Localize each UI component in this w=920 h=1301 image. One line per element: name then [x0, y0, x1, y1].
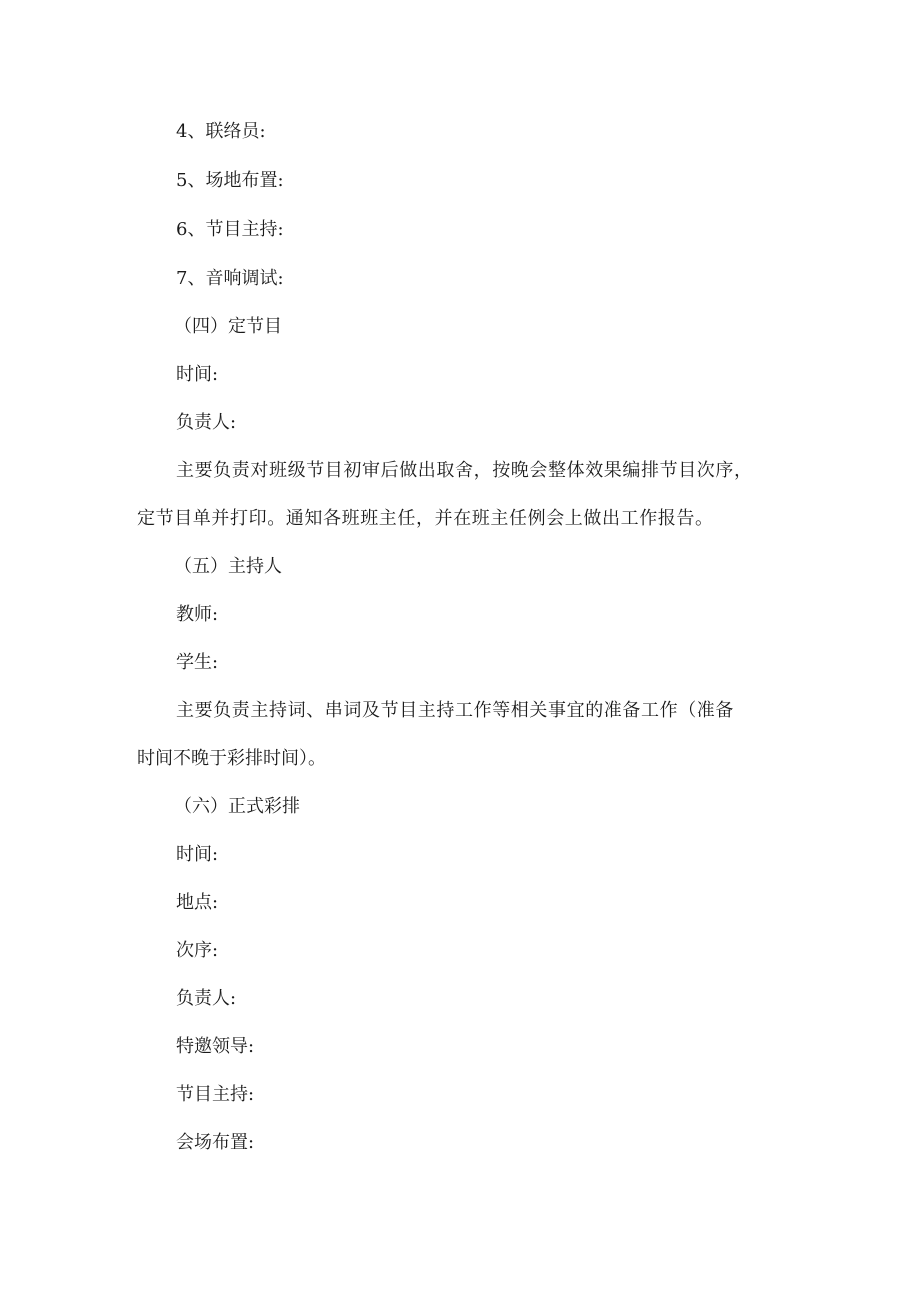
- field-person-in-charge: 负责人:: [176, 412, 237, 433]
- field-location: 地点:: [176, 892, 219, 913]
- field-order: 次序:: [176, 940, 219, 961]
- section-heading-4: （四）定节目: [174, 316, 282, 337]
- section-heading-5: （五）主持人: [174, 556, 282, 577]
- item-liaison: 4、联络员:: [176, 121, 266, 142]
- field-time: 时间:: [176, 844, 219, 865]
- field-time: 时间:: [176, 364, 219, 385]
- paragraph-1-line-2: 定节目单并打印。通知各班班主任，并在班主任例会上做出工作报告。: [137, 508, 714, 529]
- item-venue-setup: 5、场地布置:: [176, 170, 284, 191]
- paragraph-1-line-1: 主要负责对班级节目初审后做出取舍，按晚会整体效果编排节目次序，: [176, 460, 753, 481]
- field-student: 学生:: [176, 652, 219, 673]
- paragraph-2-line-2: 时间不晚于彩排时间）。: [137, 748, 326, 769]
- item-sound-check: 7、音响调试:: [176, 268, 284, 289]
- item-program-host: 6、节目主持:: [176, 219, 284, 240]
- field-invited-leaders: 特邀领导:: [176, 1036, 255, 1057]
- field-person-in-charge: 负责人:: [176, 988, 237, 1009]
- paragraph-2-line-1: 主要负责主持词、串词及节目主持工作等相关事宜的准备工作（准备: [176, 700, 734, 721]
- field-program-host: 节目主持:: [176, 1084, 255, 1105]
- field-venue-setup: 会场布置:: [176, 1132, 255, 1153]
- field-teacher: 教师:: [176, 604, 219, 625]
- section-heading-6: （六）正式彩排: [174, 796, 300, 817]
